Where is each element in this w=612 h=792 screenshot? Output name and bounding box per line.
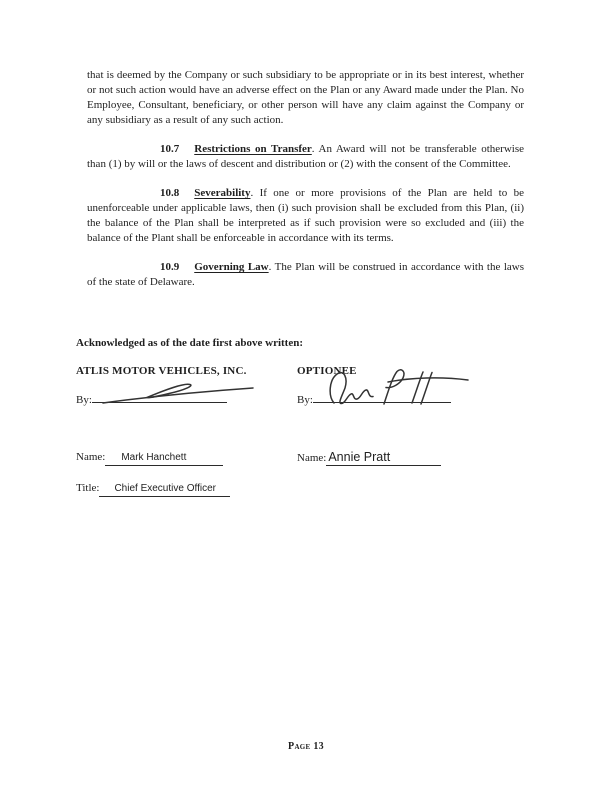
- name-label: Name:: [76, 451, 106, 463]
- by-label: By:: [76, 394, 92, 406]
- section-heading: Severability: [194, 187, 251, 199]
- company-name: ATLIS MOTOR VEHICLES, INC.: [76, 365, 247, 377]
- title-label: Title:: [76, 482, 100, 494]
- company-signer-name: Mark Hanchett: [121, 452, 187, 463]
- section-10-9: [87, 260, 524, 290]
- section-10-8: [87, 186, 524, 246]
- section-body: . An Award will not be transferable otherwise than (1) by will or the laws of descent and distribution or (2) with the consent of the Committee.: [87, 143, 524, 170]
- page-number-footer: Page 13: [288, 741, 324, 752]
- page-content: [76, 68, 524, 497]
- section-body: . If one or more provisions of the Plan are held to be unenforceable under applicable laws, then (i) such provision shall be excluded from this Plan, (ii) the balance of the Plan shall be interpreted as if such provision were so excluded and (iii) the balance of the Plant shall be enforceable in accordance with its terms.: [87, 187, 524, 244]
- optionee-heading: OPTIONEE: [297, 365, 357, 377]
- optionee-name-line: [326, 450, 441, 466]
- signature-block: [76, 364, 524, 497]
- optionee-by-row: [297, 389, 524, 408]
- company-title-line: [99, 481, 230, 497]
- section-heading: Governing Law: [194, 261, 269, 273]
- optionee-signature-column: [297, 364, 524, 497]
- section-number: 10.8: [160, 187, 180, 199]
- handwritten-signature-left: [95, 377, 260, 406]
- company-by-row: [76, 389, 297, 408]
- company-name-line: [105, 450, 223, 466]
- company-name-row: [76, 450, 297, 466]
- continuation-paragraph: that is deemed by the Company or such subsidiary to be appropriate or in its best interest, whether or not such action would have an adverse effect on the Plan or any Award made under the Plan. No Employee, Consultant, beneficiary, or other person will have any claim against the Company or any subsidiary as a result of any such action.: [87, 69, 524, 126]
- by-label: By:: [297, 394, 313, 406]
- section-number: 10.9: [160, 261, 180, 273]
- handwritten-signature-right: [326, 370, 471, 408]
- section-heading: Restrictions on Transfer: [194, 143, 312, 155]
- acknowledgment-line: Acknowledged as of the date first above written:: [76, 337, 303, 349]
- company-signature-column: [76, 364, 297, 497]
- optionee-name-row: [297, 450, 524, 466]
- section-body: . The Plan will be construed in accordance with the laws of the state of Delaware.: [87, 261, 524, 288]
- section-10-7: [87, 142, 524, 172]
- optionee-signer-name: Annie Pratt: [328, 450, 391, 464]
- name-label: Name:: [297, 452, 327, 464]
- company-signer-title: Chief Executive Officer: [114, 483, 216, 494]
- company-title-row: [76, 481, 297, 497]
- section-number: 10.7: [160, 143, 180, 155]
